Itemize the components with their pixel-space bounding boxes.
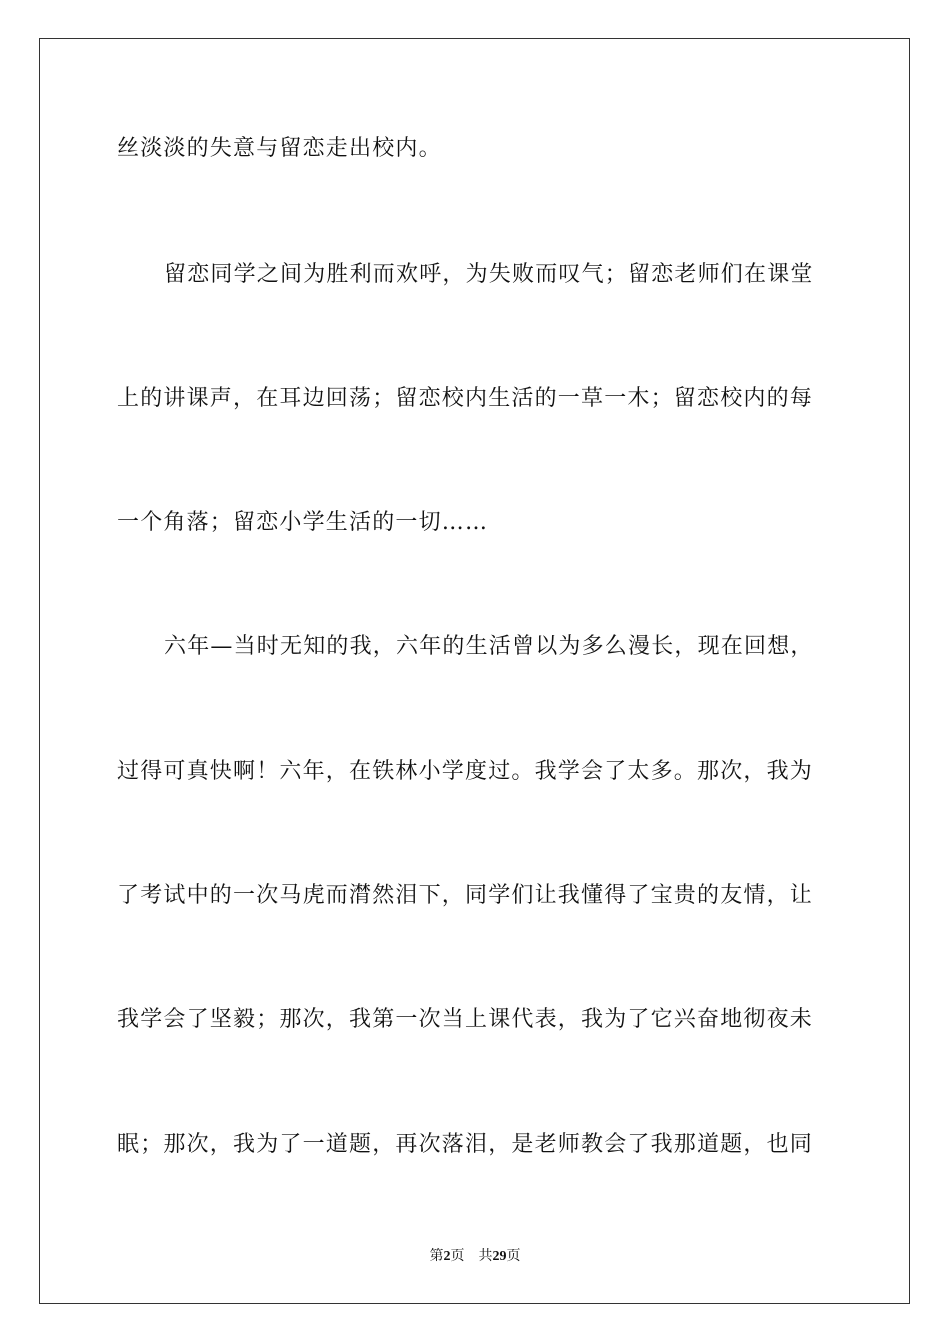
body-line-3: 上的讲课声，在耳边回荡；留恋校内生活的一草一木；留恋校内的每 xyxy=(117,386,814,411)
body-line-8: 我学会了坚毅；那次，我第一次当上课代表，我为了它兴奋地彻夜未 xyxy=(117,1007,814,1032)
total-suffix: 页 xyxy=(506,1248,521,1264)
page-prefix: 第 xyxy=(429,1248,444,1264)
body-line-1: 丝淡淡的失意与留恋走出校内。 xyxy=(117,136,442,161)
body-line-4: 一个角落；留恋小学生活的一切…… xyxy=(117,510,489,535)
total-prefix: 共 xyxy=(478,1248,493,1264)
page-border xyxy=(39,38,910,1304)
page-footer xyxy=(0,1247,950,1266)
body-line-2: 留恋同学之间为胜利而欢呼，为失败而叹气；留恋老师们在课堂 xyxy=(164,262,814,287)
body-line-5: 六年—当时无知的我，六年的生活曾以为多么漫长，现在回想， xyxy=(164,634,814,659)
body-line-7: 了考试中的一次马虎而潸然泪下，同学们让我懂得了宝贵的友情，让 xyxy=(117,883,814,908)
body-line-6: 过得可真快啊！六年，在铁林小学度过。我学会了太多。那次，我为 xyxy=(117,759,814,784)
page-number: 2 xyxy=(443,1249,451,1264)
page-suffix: 页 xyxy=(450,1248,465,1264)
body-line-9: 眠；那次，我为了一道题，再次落泪，是老师教会了我那道题，也同 xyxy=(117,1132,814,1157)
total-pages: 29 xyxy=(492,1249,507,1264)
